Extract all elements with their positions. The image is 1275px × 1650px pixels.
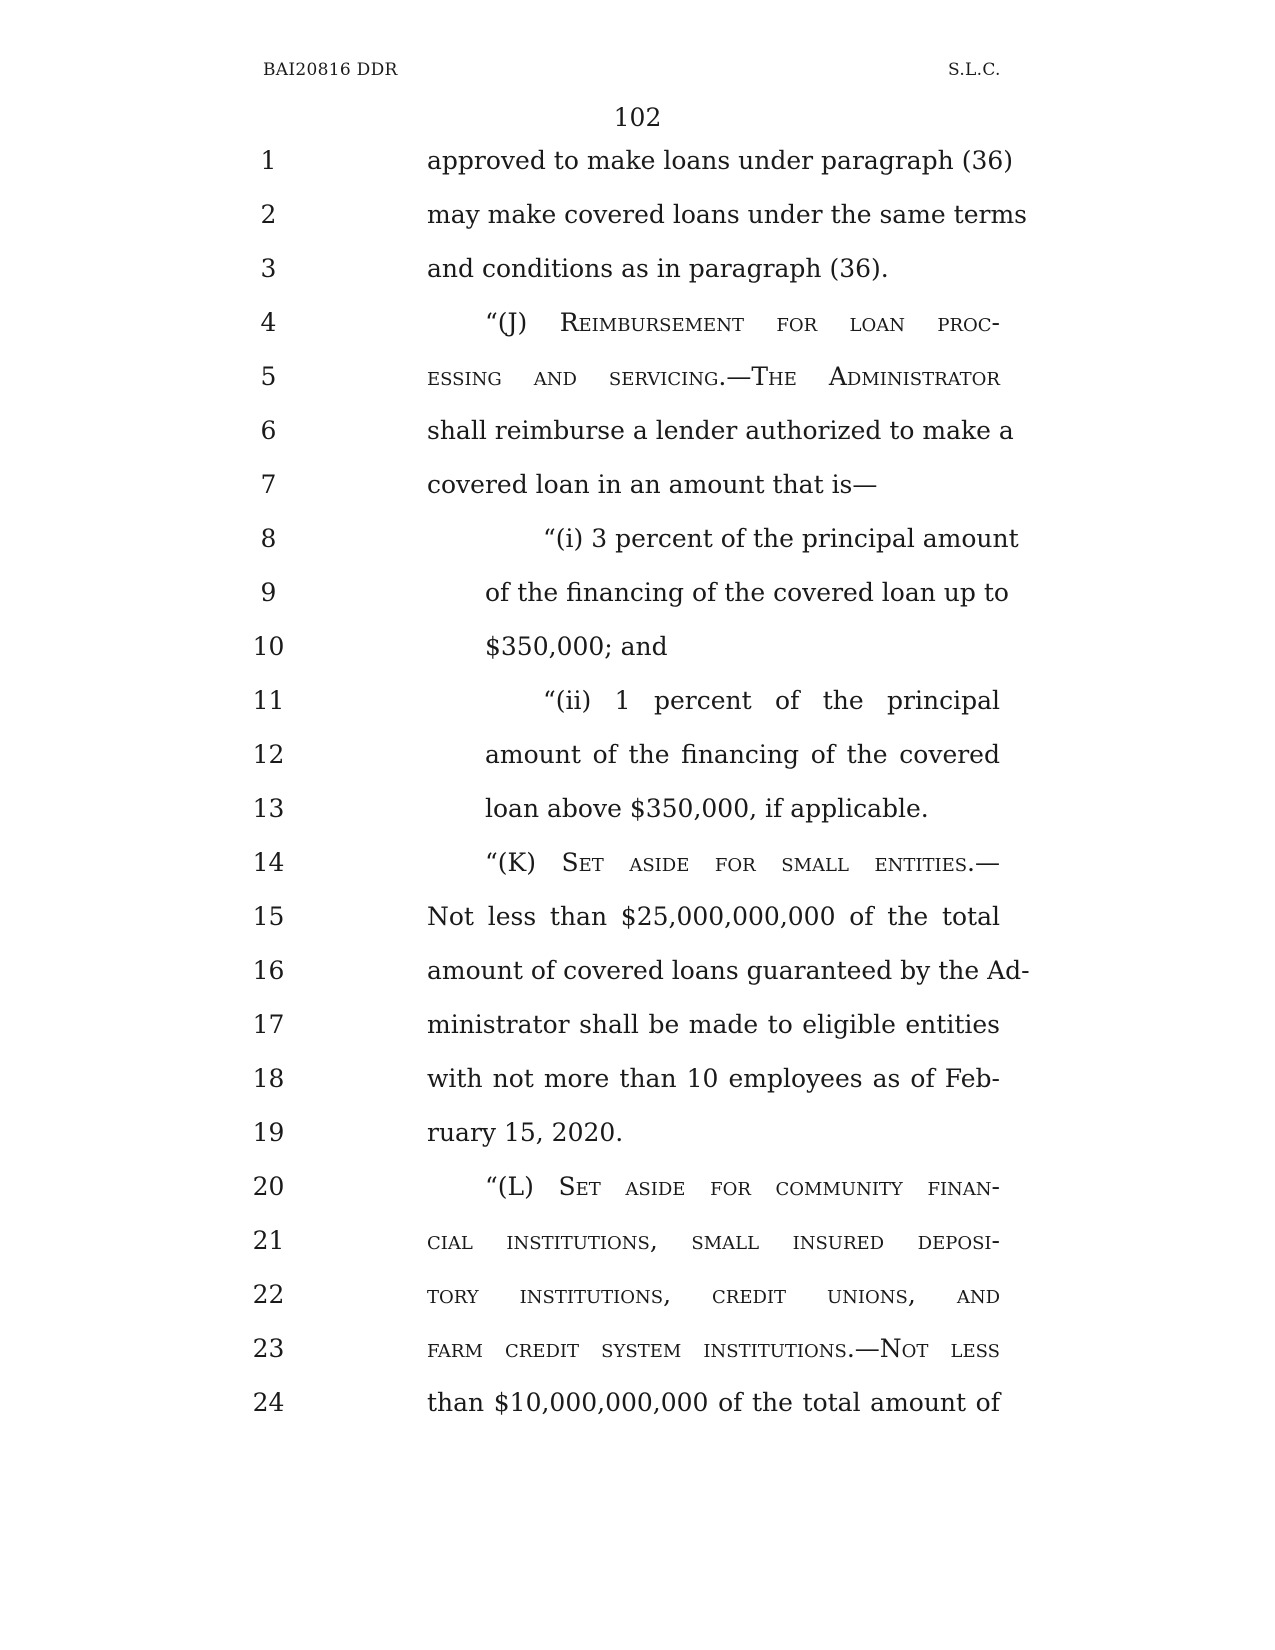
line-text: with not more than 10 employees as of Feb- — [427, 1064, 1000, 1093]
text-line — [0, 308, 1275, 362]
line-text: “(J) Reimbursement for loan proc- — [485, 308, 1000, 337]
line-text: “(i) 3 percent of the principal amount — [543, 524, 1019, 553]
text-line — [0, 362, 1275, 416]
line-number: 1 — [260, 146, 277, 175]
line-number: 24 — [252, 1388, 285, 1417]
text-line — [0, 848, 1275, 902]
line-number: 14 — [252, 848, 285, 877]
line-text: $350,000; and — [485, 632, 668, 661]
text-line — [0, 1280, 1275, 1334]
line-number: 8 — [260, 524, 277, 553]
text-line — [0, 740, 1275, 794]
text-line — [0, 524, 1275, 578]
line-text: ministrator shall be made to eligible entities — [427, 1010, 1000, 1039]
line-text: may make covered loans under the same terms — [427, 200, 1027, 229]
line-text: approved to make loans under paragraph (36) — [427, 146, 1014, 175]
line-number: 12 — [252, 740, 285, 769]
text-line — [0, 632, 1275, 686]
line-numbered-text — [0, 146, 1275, 1442]
line-text: and conditions as in paragraph (36). — [427, 254, 889, 283]
line-number: 20 — [252, 1172, 285, 1201]
page-number: 102 — [613, 103, 662, 132]
line-number: 4 — [260, 308, 277, 337]
line-number: 19 — [252, 1118, 285, 1147]
text-line — [0, 1118, 1275, 1172]
line-text: amount of covered loans guaranteed by the Ad- — [427, 956, 1030, 985]
line-text: essing and servicing.—The Administrator — [427, 362, 1000, 391]
line-number: 3 — [260, 254, 277, 283]
line-text: cial institutions, small insured deposi- — [427, 1226, 1000, 1255]
line-text: Not less than $25,000,000,000 of the total — [427, 902, 1000, 931]
line-number: 11 — [252, 686, 285, 715]
text-line — [0, 794, 1275, 848]
line-number: 23 — [252, 1334, 285, 1363]
text-line — [0, 1388, 1275, 1442]
line-text: “(ii) 1 percent of the principal — [543, 686, 1000, 715]
line-text: “(L) Set aside for community finan- — [485, 1172, 1000, 1201]
line-text: covered loan in an amount that is— — [427, 470, 878, 499]
line-text: loan above $350,000, if applicable. — [485, 794, 929, 823]
line-number: 2 — [260, 200, 277, 229]
line-number: 10 — [252, 632, 285, 661]
line-text: of the financing of the covered loan up to — [485, 578, 1009, 607]
text-line — [0, 578, 1275, 632]
document-id: BAI20816 DDR — [263, 60, 398, 80]
text-line — [0, 1172, 1275, 1226]
line-number: 15 — [252, 902, 285, 931]
line-text: shall reimburse a lender authorized to make a — [427, 416, 1014, 445]
line-number: 5 — [260, 362, 277, 391]
text-line — [0, 686, 1275, 740]
line-number: 9 — [260, 578, 277, 607]
text-line — [0, 1334, 1275, 1388]
text-line — [0, 254, 1275, 308]
text-line — [0, 200, 1275, 254]
line-number: 13 — [252, 794, 285, 823]
line-number: 22 — [252, 1280, 285, 1309]
line-text: than $10,000,000,000 of the total amount of — [427, 1388, 1000, 1417]
text-line — [0, 416, 1275, 470]
line-number: 17 — [252, 1010, 285, 1039]
line-text: tory institutions, credit unions, and — [427, 1280, 1000, 1309]
text-line — [0, 902, 1275, 956]
line-number: 6 — [260, 416, 277, 445]
text-line — [0, 146, 1275, 200]
text-line — [0, 1010, 1275, 1064]
line-number: 7 — [260, 470, 277, 499]
line-number: 21 — [252, 1226, 285, 1255]
line-text: amount of the financing of the covered — [485, 740, 1000, 769]
line-text: “(K) Set aside for small entities.— — [485, 848, 1000, 877]
line-text: ruary 15, 2020. — [427, 1118, 624, 1147]
line-text: farm credit system institutions.—Not less — [427, 1334, 1000, 1363]
text-line — [0, 956, 1275, 1010]
line-number: 18 — [252, 1064, 285, 1093]
line-number: 16 — [252, 956, 285, 985]
text-line — [0, 470, 1275, 524]
text-line — [0, 1064, 1275, 1118]
text-line — [0, 1226, 1275, 1280]
office-code: S.L.C. — [948, 60, 1001, 80]
